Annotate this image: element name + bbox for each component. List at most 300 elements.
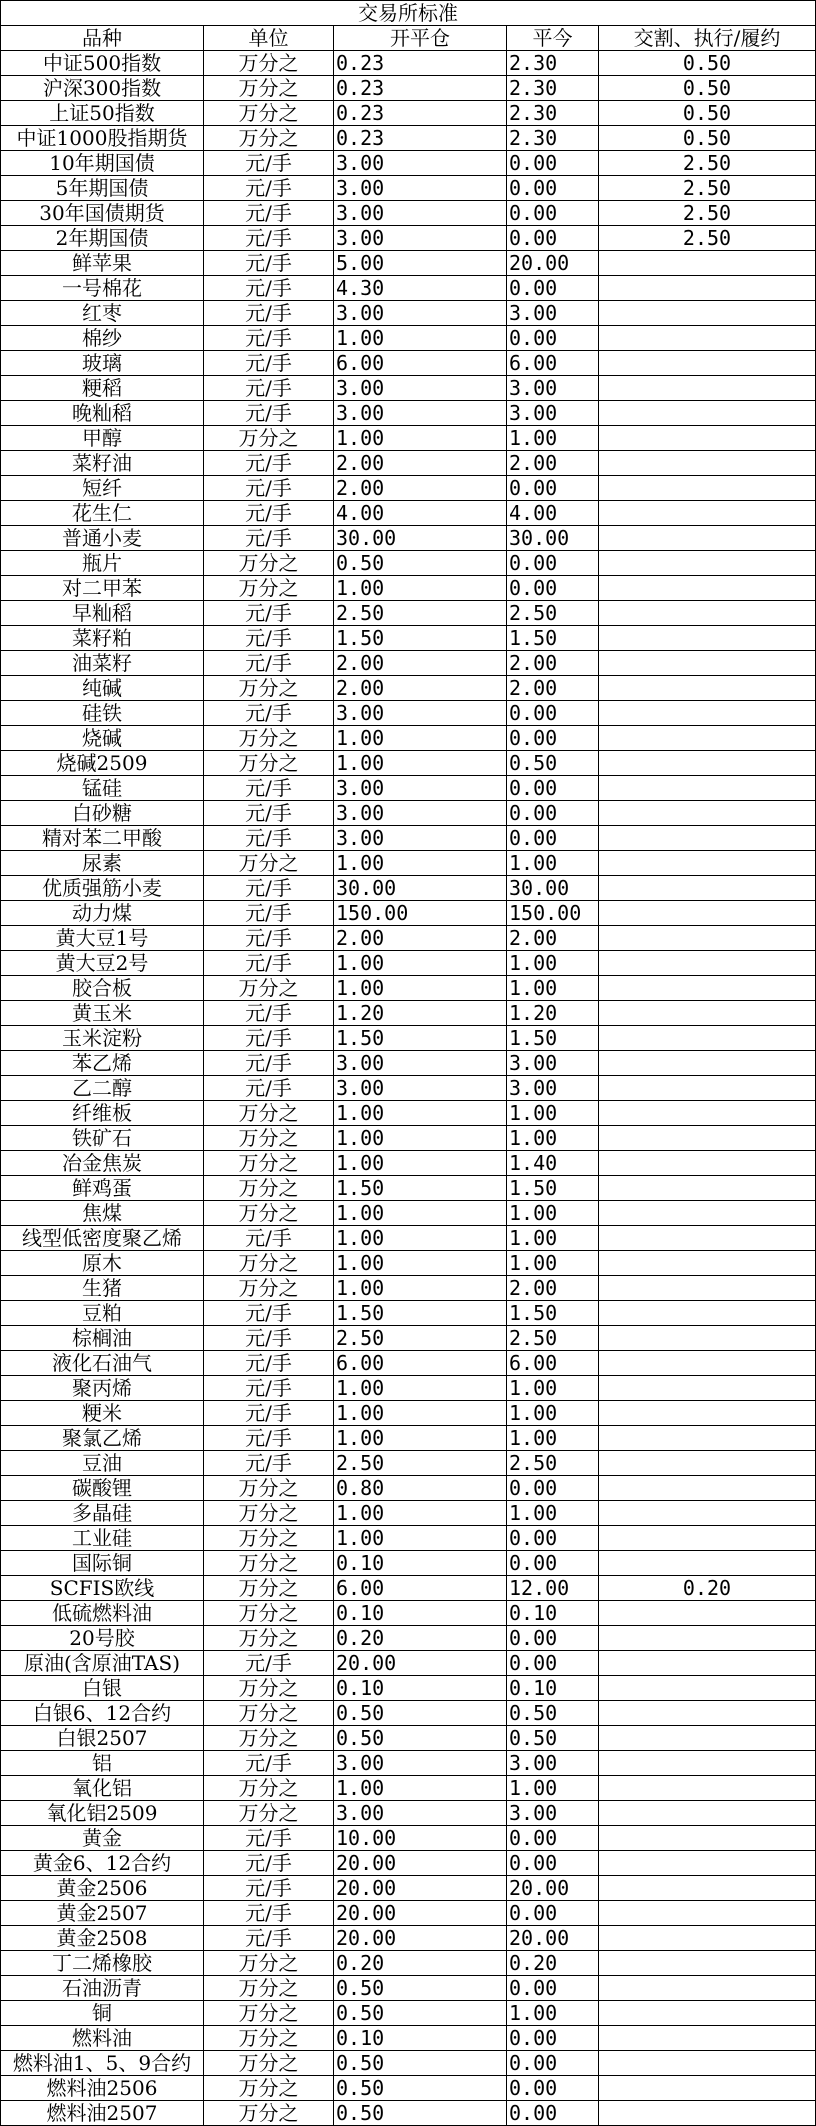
open-close-fee-cell: 0.50 xyxy=(334,1701,507,1726)
unit-cell: 元/手 xyxy=(204,176,334,201)
header-unit: 单位 xyxy=(204,26,334,51)
open-close-fee-cell: 150.00 xyxy=(334,901,507,926)
unit-cell: 万分之 xyxy=(204,1276,334,1301)
open-close-fee-cell: 3.00 xyxy=(334,151,507,176)
table-row xyxy=(1,2026,816,2051)
close-today-fee-cell: 3.00 xyxy=(507,301,599,326)
unit-cell: 万分之 xyxy=(204,676,334,701)
table-row xyxy=(1,1326,816,1351)
open-close-fee-cell: 2.00 xyxy=(334,476,507,501)
open-close-fee-cell: 4.00 xyxy=(334,501,507,526)
open-close-fee-cell: 3.00 xyxy=(334,201,507,226)
delivery-fee-cell: 2.50 xyxy=(599,226,816,251)
product-cell: 对二甲苯 xyxy=(1,576,204,601)
unit-cell: 元/手 xyxy=(204,451,334,476)
unit-cell: 万分之 xyxy=(204,2026,334,2051)
close-today-fee-cell: 6.00 xyxy=(507,1351,599,1376)
open-close-fee-cell: 1.00 xyxy=(334,726,507,751)
delivery-fee-cell xyxy=(599,1501,816,1526)
delivery-fee-cell xyxy=(599,1026,816,1051)
table-row xyxy=(1,601,816,626)
table-row xyxy=(1,1751,816,1776)
table-row xyxy=(1,1701,816,1726)
open-close-fee-cell: 3.00 xyxy=(334,701,507,726)
open-close-fee-cell: 1.00 xyxy=(334,1776,507,1801)
delivery-fee-cell xyxy=(599,1726,816,1751)
open-close-fee-cell: 1.00 xyxy=(334,576,507,601)
product-cell: 焦煤 xyxy=(1,1201,204,1226)
delivery-fee-cell xyxy=(599,1601,816,1626)
open-close-fee-cell: 3.00 xyxy=(334,1051,507,1076)
unit-cell: 元/手 xyxy=(204,1001,334,1026)
table-row xyxy=(1,251,816,276)
close-today-fee-cell: 1.00 xyxy=(507,1776,599,1801)
product-cell: 鲜鸡蛋 xyxy=(1,1176,204,1201)
delivery-fee-cell xyxy=(599,426,816,451)
table-row xyxy=(1,1576,816,1601)
unit-cell: 万分之 xyxy=(204,126,334,151)
table-row xyxy=(1,1876,816,1901)
product-cell: 生猪 xyxy=(1,1276,204,1301)
unit-cell: 元/手 xyxy=(204,626,334,651)
open-close-fee-cell: 20.00 xyxy=(334,1851,507,1876)
open-close-fee-cell: 0.23 xyxy=(334,126,507,151)
unit-cell: 元/手 xyxy=(204,1376,334,1401)
table-row xyxy=(1,1501,816,1526)
table-row xyxy=(1,151,816,176)
delivery-fee-cell xyxy=(599,1426,816,1451)
delivery-fee-cell: 0.50 xyxy=(599,76,816,101)
open-close-fee-cell: 30.00 xyxy=(334,526,507,551)
delivery-fee-cell xyxy=(599,251,816,276)
table-body xyxy=(1,51,816,2126)
open-close-fee-cell: 3.00 xyxy=(334,1801,507,1826)
delivery-fee-cell xyxy=(599,1226,816,1251)
close-today-fee-cell: 20.00 xyxy=(507,251,599,276)
unit-cell: 万分之 xyxy=(204,1976,334,2001)
open-close-fee-cell: 1.00 xyxy=(334,1101,507,1126)
unit-cell: 万分之 xyxy=(204,851,334,876)
delivery-fee-cell xyxy=(599,776,816,801)
product-cell: 铝 xyxy=(1,1751,204,1776)
product-cell: 一号棉花 xyxy=(1,276,204,301)
delivery-fee-cell xyxy=(599,451,816,476)
close-today-fee-cell: 1.00 xyxy=(507,2001,599,2026)
table-row xyxy=(1,751,816,776)
product-cell: 棉纱 xyxy=(1,326,204,351)
close-today-fee-cell: 1.00 xyxy=(507,1101,599,1126)
table-row xyxy=(1,1026,816,1051)
unit-cell: 万分之 xyxy=(204,1101,334,1126)
close-today-fee-cell: 6.00 xyxy=(507,351,599,376)
open-close-fee-cell: 3.00 xyxy=(334,226,507,251)
close-today-fee-cell: 0.00 xyxy=(507,326,599,351)
unit-cell: 元/手 xyxy=(204,1401,334,1426)
open-close-fee-cell: 0.10 xyxy=(334,1551,507,1576)
table-row xyxy=(1,1276,816,1301)
open-close-fee-cell: 1.00 xyxy=(334,976,507,1001)
table-row xyxy=(1,1826,816,1851)
table-row xyxy=(1,1001,816,1026)
close-today-fee-cell: 0.20 xyxy=(507,1951,599,1976)
product-cell: 10年期国债 xyxy=(1,151,204,176)
close-today-fee-cell: 0.50 xyxy=(507,751,599,776)
unit-cell: 元/手 xyxy=(204,1851,334,1876)
delivery-fee-cell xyxy=(599,1926,816,1951)
open-close-fee-cell: 0.23 xyxy=(334,51,507,76)
open-close-fee-cell: 0.10 xyxy=(334,1601,507,1626)
unit-cell: 元/手 xyxy=(204,1901,334,1926)
unit-cell: 万分之 xyxy=(204,2001,334,2026)
table-row xyxy=(1,1176,816,1201)
unit-cell: 元/手 xyxy=(204,1451,334,1476)
close-today-fee-cell: 0.00 xyxy=(507,1901,599,1926)
unit-cell: 元/手 xyxy=(204,1751,334,1776)
open-close-fee-cell: 1.50 xyxy=(334,626,507,651)
close-today-fee-cell: 0.00 xyxy=(507,801,599,826)
close-today-fee-cell: 3.00 xyxy=(507,1051,599,1076)
product-cell: 白银6、12合约 xyxy=(1,1701,204,1726)
open-close-fee-cell: 0.50 xyxy=(334,2076,507,2101)
unit-cell: 万分之 xyxy=(204,1526,334,1551)
table-row xyxy=(1,1226,816,1251)
close-today-fee-cell: 0.00 xyxy=(507,476,599,501)
product-cell: 中证500指数 xyxy=(1,51,204,76)
table-row xyxy=(1,1851,816,1876)
table-row xyxy=(1,726,816,751)
product-cell: 2年期国债 xyxy=(1,226,204,251)
close-today-fee-cell: 0.00 xyxy=(507,1626,599,1651)
open-close-fee-cell: 20.00 xyxy=(334,1926,507,1951)
close-today-fee-cell: 0.00 xyxy=(507,2101,599,2126)
close-today-fee-cell: 3.00 xyxy=(507,401,599,426)
close-today-fee-cell: 0.00 xyxy=(507,2026,599,2051)
unit-cell: 元/手 xyxy=(204,1301,334,1326)
table-row xyxy=(1,301,816,326)
table-row xyxy=(1,101,816,126)
close-today-fee-cell: 1.00 xyxy=(507,1426,599,1451)
product-cell: 20号胶 xyxy=(1,1626,204,1651)
unit-cell: 元/手 xyxy=(204,801,334,826)
delivery-fee-cell: 2.50 xyxy=(599,151,816,176)
close-today-fee-cell: 2.00 xyxy=(507,1276,599,1301)
product-cell: 粳稻 xyxy=(1,376,204,401)
delivery-fee-cell xyxy=(599,1201,816,1226)
close-today-fee-cell: 0.00 xyxy=(507,1851,599,1876)
product-cell: 黄金 xyxy=(1,1826,204,1851)
delivery-fee-cell xyxy=(599,1126,816,1151)
delivery-fee-cell xyxy=(599,1851,816,1876)
close-today-fee-cell: 1.00 xyxy=(507,951,599,976)
product-cell: 铁矿石 xyxy=(1,1126,204,1151)
delivery-fee-cell xyxy=(599,2001,816,2026)
delivery-fee-cell xyxy=(599,1176,816,1201)
product-cell: 上证50指数 xyxy=(1,101,204,126)
close-today-fee-cell: 2.50 xyxy=(507,601,599,626)
delivery-fee-cell xyxy=(599,976,816,1001)
delivery-fee-cell xyxy=(599,1901,816,1926)
delivery-fee-cell: 0.50 xyxy=(599,126,816,151)
delivery-fee-cell xyxy=(599,1276,816,1301)
delivery-fee-cell xyxy=(599,476,816,501)
open-close-fee-cell: 1.00 xyxy=(334,1226,507,1251)
product-cell: 铜 xyxy=(1,2001,204,2026)
product-cell: 氧化铝2509 xyxy=(1,1801,204,1826)
product-cell: 乙二醇 xyxy=(1,1076,204,1101)
product-cell: 30年国债期货 xyxy=(1,201,204,226)
table-row xyxy=(1,501,816,526)
product-cell: 纯碱 xyxy=(1,676,204,701)
delivery-fee-cell xyxy=(599,1451,816,1476)
delivery-fee-cell xyxy=(599,1301,816,1326)
table-row xyxy=(1,1451,816,1476)
close-today-fee-cell: 12.00 xyxy=(507,1576,599,1601)
unit-cell: 万分之 xyxy=(204,976,334,1001)
table-row xyxy=(1,1076,816,1101)
close-today-fee-cell: 1.00 xyxy=(507,976,599,1001)
close-today-fee-cell: 0.00 xyxy=(507,701,599,726)
close-today-fee-cell: 2.30 xyxy=(507,76,599,101)
close-today-fee-cell: 2.00 xyxy=(507,451,599,476)
unit-cell: 万分之 xyxy=(204,1801,334,1826)
open-close-fee-cell: 3.00 xyxy=(334,301,507,326)
table-row xyxy=(1,1951,816,1976)
delivery-fee-cell xyxy=(599,351,816,376)
delivery-fee-cell xyxy=(599,1051,816,1076)
product-cell: 丁二烯橡胶 xyxy=(1,1951,204,1976)
unit-cell: 万分之 xyxy=(204,2051,334,2076)
unit-cell: 元/手 xyxy=(204,1926,334,1951)
delivery-fee-cell xyxy=(599,1076,816,1101)
open-close-fee-cell: 1.00 xyxy=(334,851,507,876)
open-close-fee-cell: 0.10 xyxy=(334,1676,507,1701)
unit-cell: 万分之 xyxy=(204,51,334,76)
open-close-fee-cell: 4.30 xyxy=(334,276,507,301)
product-cell: 鲜苹果 xyxy=(1,251,204,276)
delivery-fee-cell xyxy=(599,1326,816,1351)
header-open-close: 开平仓 xyxy=(334,26,507,51)
table-row xyxy=(1,576,816,601)
delivery-fee-cell xyxy=(599,401,816,426)
table-row xyxy=(1,1351,816,1376)
product-cell: 黄金2507 xyxy=(1,1901,204,1926)
open-close-fee-cell: 1.00 xyxy=(334,1426,507,1451)
product-cell: 甲醇 xyxy=(1,426,204,451)
delivery-fee-cell xyxy=(599,2076,816,2101)
delivery-fee-cell xyxy=(599,826,816,851)
table-row xyxy=(1,1776,816,1801)
product-cell: 红枣 xyxy=(1,301,204,326)
close-today-fee-cell: 2.30 xyxy=(507,126,599,151)
open-close-fee-cell: 30.00 xyxy=(334,876,507,901)
delivery-fee-cell xyxy=(599,301,816,326)
open-close-fee-cell: 0.50 xyxy=(334,2001,507,2026)
delivery-fee-cell xyxy=(599,876,816,901)
table-row xyxy=(1,1626,816,1651)
close-today-fee-cell: 4.00 xyxy=(507,501,599,526)
close-today-fee-cell: 20.00 xyxy=(507,1876,599,1901)
close-today-fee-cell: 0.00 xyxy=(507,201,599,226)
close-today-fee-cell: 2.30 xyxy=(507,101,599,126)
close-today-fee-cell: 0.00 xyxy=(507,2051,599,2076)
product-cell: 精对苯二甲酸 xyxy=(1,826,204,851)
table-row xyxy=(1,176,816,201)
table-row xyxy=(1,126,816,151)
table-row xyxy=(1,1676,816,1701)
table-row xyxy=(1,76,816,101)
table-row xyxy=(1,1126,816,1151)
delivery-fee-cell xyxy=(599,1551,816,1576)
product-cell: 菜籽粕 xyxy=(1,626,204,651)
open-close-fee-cell: 1.00 xyxy=(334,1151,507,1176)
close-today-fee-cell: 0.00 xyxy=(507,576,599,601)
close-today-fee-cell: 1.00 xyxy=(507,1201,599,1226)
delivery-fee-cell xyxy=(599,276,816,301)
table-row xyxy=(1,1376,816,1401)
unit-cell: 万分之 xyxy=(204,2076,334,2101)
delivery-fee-cell xyxy=(599,1101,816,1126)
table-row xyxy=(1,1301,816,1326)
delivery-fee-cell: 0.20 xyxy=(599,1576,816,1601)
table-row xyxy=(1,276,816,301)
unit-cell: 元/手 xyxy=(204,351,334,376)
product-cell: 花生仁 xyxy=(1,501,204,526)
delivery-fee-cell xyxy=(599,726,816,751)
delivery-fee-cell xyxy=(599,851,816,876)
delivery-fee-cell xyxy=(599,1401,816,1426)
open-close-fee-cell: 0.50 xyxy=(334,2051,507,2076)
table-row xyxy=(1,626,816,651)
table-row xyxy=(1,2051,816,2076)
unit-cell: 万分之 xyxy=(204,726,334,751)
unit-cell: 万分之 xyxy=(204,751,334,776)
close-today-fee-cell: 0.00 xyxy=(507,776,599,801)
open-close-fee-cell: 0.23 xyxy=(334,101,507,126)
unit-cell: 万分之 xyxy=(204,1201,334,1226)
delivery-fee-cell: 2.50 xyxy=(599,176,816,201)
table-row xyxy=(1,1476,816,1501)
product-cell: 早籼稻 xyxy=(1,601,204,626)
unit-cell: 元/手 xyxy=(204,1351,334,1376)
product-cell: 黄大豆1号 xyxy=(1,926,204,951)
delivery-fee-cell xyxy=(599,901,816,926)
table-row xyxy=(1,926,816,951)
delivery-fee-cell xyxy=(599,1951,816,1976)
delivery-fee-cell: 2.50 xyxy=(599,201,816,226)
close-today-fee-cell: 2.00 xyxy=(507,651,599,676)
close-today-fee-cell: 1.50 xyxy=(507,1301,599,1326)
close-today-fee-cell: 150.00 xyxy=(507,901,599,926)
close-today-fee-cell: 0.00 xyxy=(507,1651,599,1676)
table-row xyxy=(1,451,816,476)
delivery-fee-cell xyxy=(599,2101,816,2126)
unit-cell: 元/手 xyxy=(204,1326,334,1351)
product-cell: 烧碱2509 xyxy=(1,751,204,776)
close-today-fee-cell: 1.00 xyxy=(507,426,599,451)
open-close-fee-cell: 2.00 xyxy=(334,676,507,701)
open-close-fee-cell: 1.20 xyxy=(334,1001,507,1026)
open-close-fee-cell: 0.50 xyxy=(334,2101,507,2126)
open-close-fee-cell: 0.80 xyxy=(334,1476,507,1501)
open-close-fee-cell: 6.00 xyxy=(334,1576,507,1601)
close-today-fee-cell: 30.00 xyxy=(507,526,599,551)
delivery-fee-cell xyxy=(599,326,816,351)
product-cell: 多晶硅 xyxy=(1,1501,204,1526)
close-today-fee-cell: 1.00 xyxy=(507,1376,599,1401)
unit-cell: 万分之 xyxy=(204,76,334,101)
open-close-fee-cell: 3.00 xyxy=(334,1751,507,1776)
product-cell: 白银2507 xyxy=(1,1726,204,1751)
product-cell: 聚氯乙烯 xyxy=(1,1426,204,1451)
product-cell: 黄金6、12合约 xyxy=(1,1851,204,1876)
product-cell: 锰硅 xyxy=(1,776,204,801)
delivery-fee-cell xyxy=(599,1776,816,1801)
open-close-fee-cell: 0.20 xyxy=(334,1951,507,1976)
close-today-fee-cell: 0.00 xyxy=(507,276,599,301)
open-close-fee-cell: 20.00 xyxy=(334,1651,507,1676)
table-row xyxy=(1,901,816,926)
close-today-fee-cell: 1.00 xyxy=(507,1251,599,1276)
product-cell: 苯乙烯 xyxy=(1,1051,204,1076)
unit-cell: 元/手 xyxy=(204,876,334,901)
header-product: 品种 xyxy=(1,26,204,51)
delivery-fee-cell xyxy=(599,576,816,601)
unit-cell: 万分之 xyxy=(204,1676,334,1701)
table-row xyxy=(1,401,816,426)
product-cell: 黄金2506 xyxy=(1,1876,204,1901)
open-close-fee-cell: 3.00 xyxy=(334,776,507,801)
close-today-fee-cell: 1.00 xyxy=(507,1126,599,1151)
delivery-fee-cell xyxy=(599,526,816,551)
unit-cell: 元/手 xyxy=(204,1651,334,1676)
product-cell: 燃料油2507 xyxy=(1,2101,204,2126)
close-today-fee-cell: 2.00 xyxy=(507,926,599,951)
unit-cell: 万分之 xyxy=(204,576,334,601)
product-cell: 粳米 xyxy=(1,1401,204,1426)
title-row xyxy=(1,1,816,26)
open-close-fee-cell: 2.00 xyxy=(334,651,507,676)
unit-cell: 万分之 xyxy=(204,1776,334,1801)
open-close-fee-cell: 1.00 xyxy=(334,1376,507,1401)
delivery-fee-cell xyxy=(599,1676,816,1701)
product-cell: 优质强筋小麦 xyxy=(1,876,204,901)
close-today-fee-cell: 2.30 xyxy=(507,51,599,76)
close-today-fee-cell: 0.00 xyxy=(507,226,599,251)
product-cell: 菜籽油 xyxy=(1,451,204,476)
product-cell: 晚籼稻 xyxy=(1,401,204,426)
header-row xyxy=(1,26,816,51)
product-cell: 短纤 xyxy=(1,476,204,501)
close-today-fee-cell: 0.00 xyxy=(507,176,599,201)
unit-cell: 元/手 xyxy=(204,826,334,851)
table-row xyxy=(1,1976,816,2001)
table-row xyxy=(1,2001,816,2026)
product-cell: 豆油 xyxy=(1,1451,204,1476)
delivery-fee-cell xyxy=(599,1626,816,1651)
unit-cell: 万分之 xyxy=(204,1151,334,1176)
delivery-fee-cell xyxy=(599,801,816,826)
delivery-fee-cell xyxy=(599,1751,816,1776)
open-close-fee-cell: 2.50 xyxy=(334,601,507,626)
close-today-fee-cell: 1.50 xyxy=(507,626,599,651)
product-cell: 石油沥青 xyxy=(1,1976,204,2001)
product-cell: 动力煤 xyxy=(1,901,204,926)
open-close-fee-cell: 3.00 xyxy=(334,376,507,401)
open-close-fee-cell: 1.00 xyxy=(334,1251,507,1276)
unit-cell: 万分之 xyxy=(204,2101,334,2126)
open-close-fee-cell: 5.00 xyxy=(334,251,507,276)
close-today-fee-cell: 0.50 xyxy=(507,1701,599,1726)
